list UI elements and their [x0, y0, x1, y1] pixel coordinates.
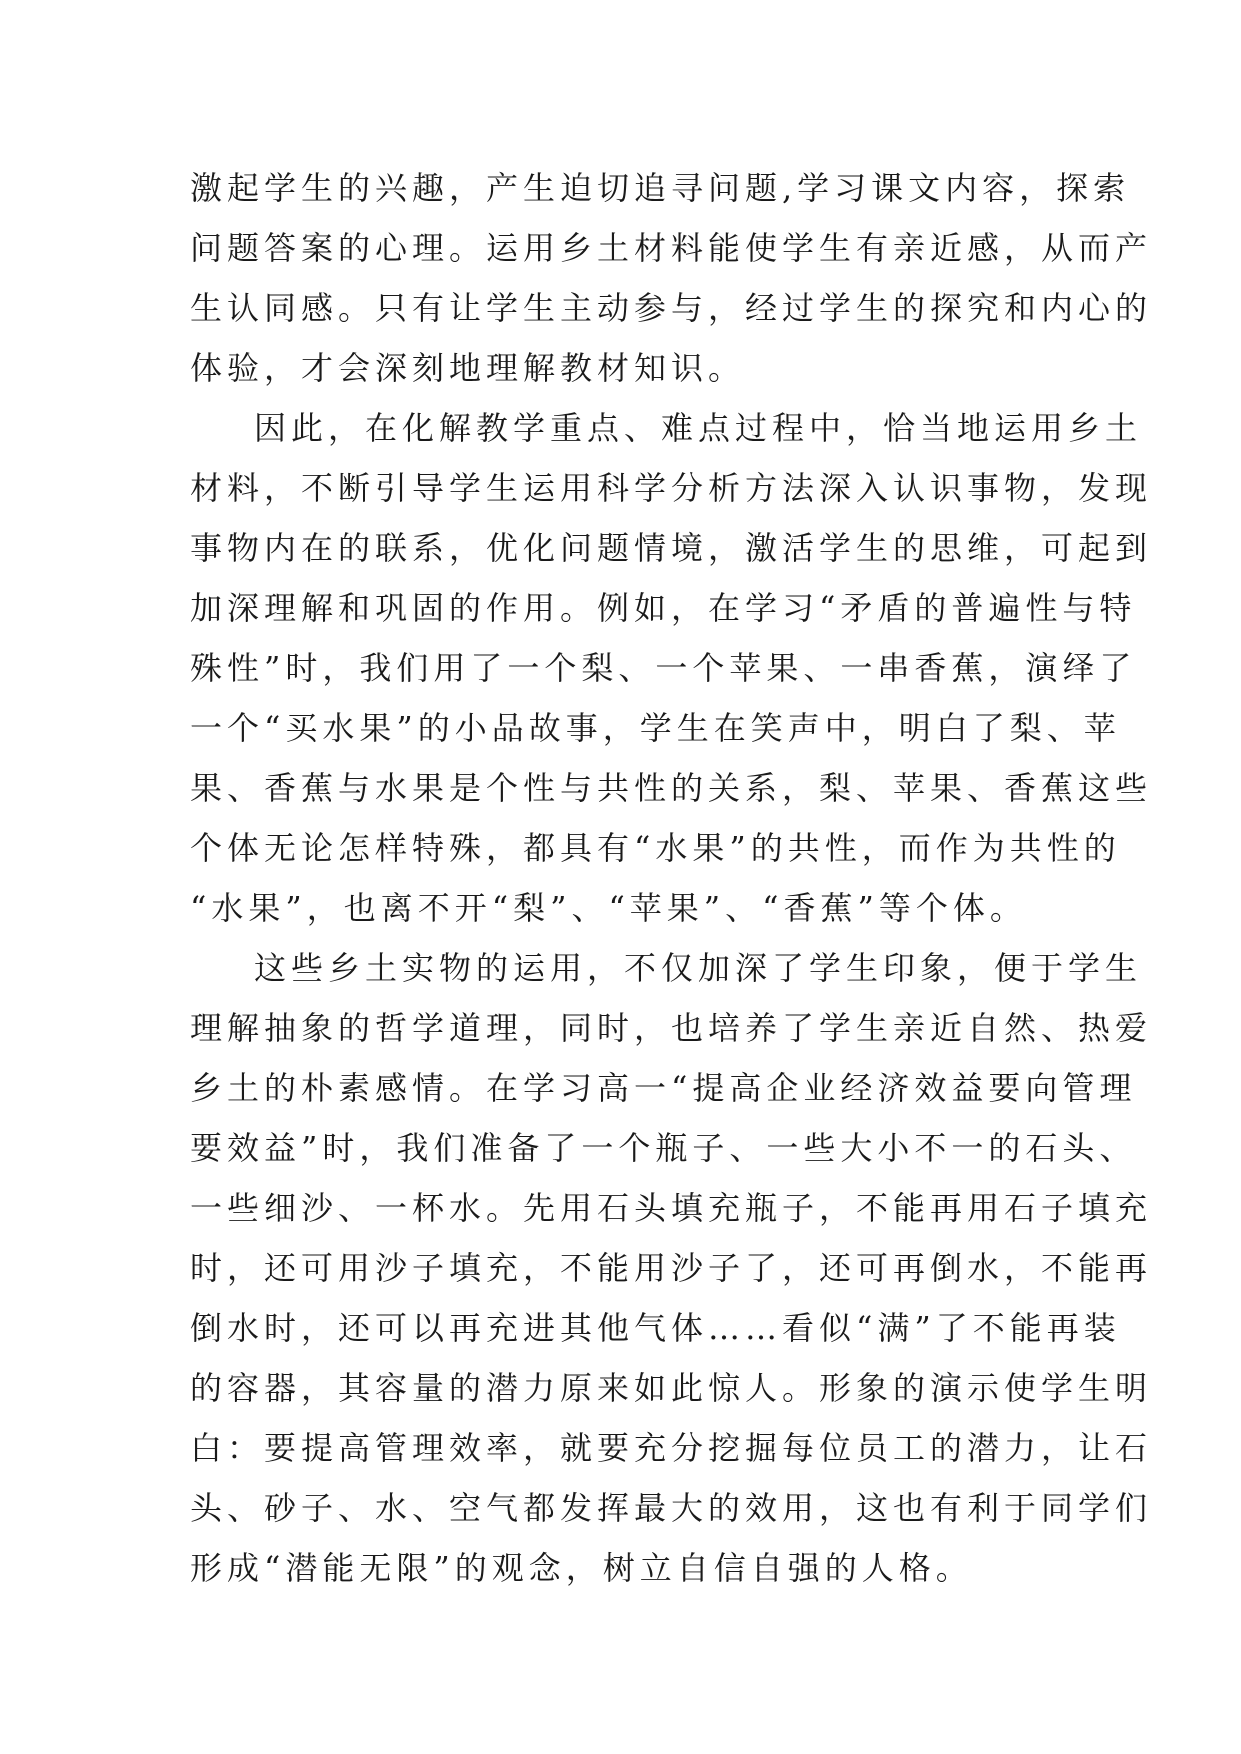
text-line: 的容器，其容量的潜力原来如此惊人。形象的演示使学生明 — [190, 1369, 1153, 1407]
text-line: 材料，不断引导学生运用科学分析方法深入认识事物，发现 — [190, 469, 1153, 507]
text-line: 激起学生的兴趣，产生迫切追寻问题,学习课文内容，探索 — [190, 169, 1131, 207]
text-line: 果、香蕉与水果是个性与共性的关系，梨、苹果、香蕉这些 — [190, 769, 1153, 807]
paragraph-1 — [190, 158, 1153, 398]
text-line: 一些细沙、一杯水。先用石头填充瓶子，不能再用石子填充 — [190, 1189, 1153, 1227]
text-line: 体验，才会深刻地理解教材知识。 — [190, 349, 746, 387]
text-line: 一个“买水果”的小品故事，学生在笑声中，明白了梨、苹 — [190, 709, 1121, 747]
text-line: 倒水时，还可以再充进其他气体……看似“满”了不能再装 — [190, 1309, 1121, 1347]
text-line: 白：要提高管理效率，就要充分挖掘每位员工的潜力，让石 — [190, 1429, 1153, 1467]
paragraph-2 — [190, 398, 1153, 938]
text-line: 形成“潜能无限”的观念，树立自信自强的人格。 — [190, 1549, 973, 1587]
text-line: 加深理解和巩固的作用。例如，在学习“矛盾的普遍性与特 — [190, 589, 1137, 627]
text-line: 事物内在的联系，优化问题情境，激活学生的思维，可起到 — [190, 529, 1153, 567]
text-line: 理解抽象的哲学道理，同时，也培养了学生亲近自然、热爱 — [190, 1009, 1153, 1047]
text-line-first: 因此，在化解教学重点、难点过程中，恰当地运用乡土 — [254, 409, 1143, 447]
text-line: 生认同感。只有让学生主动参与，经过学生的探究和内心的 — [190, 289, 1153, 327]
text-line: “水果”，也离不开“梨”、“苹果”、“香蕉”等个体。 — [190, 889, 1027, 927]
text-line: 时，还可用沙子填充，不能用沙子了，还可再倒水，不能再 — [190, 1249, 1153, 1287]
text-line: 要效益”时，我们准备了一个瓶子、一些大小不一的石头、 — [190, 1129, 1137, 1167]
paragraph-3 — [190, 938, 1153, 1598]
text-line-first: 这些乡土实物的运用，不仅加深了学生印象，便于学生 — [254, 949, 1143, 987]
text-line: 乡土的朴素感情。在学习高一“提高企业经济效益要向管理 — [190, 1069, 1137, 1107]
text-line: 殊性”时，我们用了一个梨、一个苹果、一串香蕉，演绎了 — [190, 649, 1137, 687]
text-line: 问题答案的心理。运用乡土材料能使学生有亲近感，从而产 — [190, 229, 1153, 267]
body-text — [190, 158, 1153, 1598]
text-line: 头、砂子、水、空气都发挥最大的效用，这也有利于同学们 — [190, 1489, 1153, 1527]
text-line: 个体无论怎样特殊，都具有“水果”的共性，而作为共性的 — [190, 829, 1121, 867]
